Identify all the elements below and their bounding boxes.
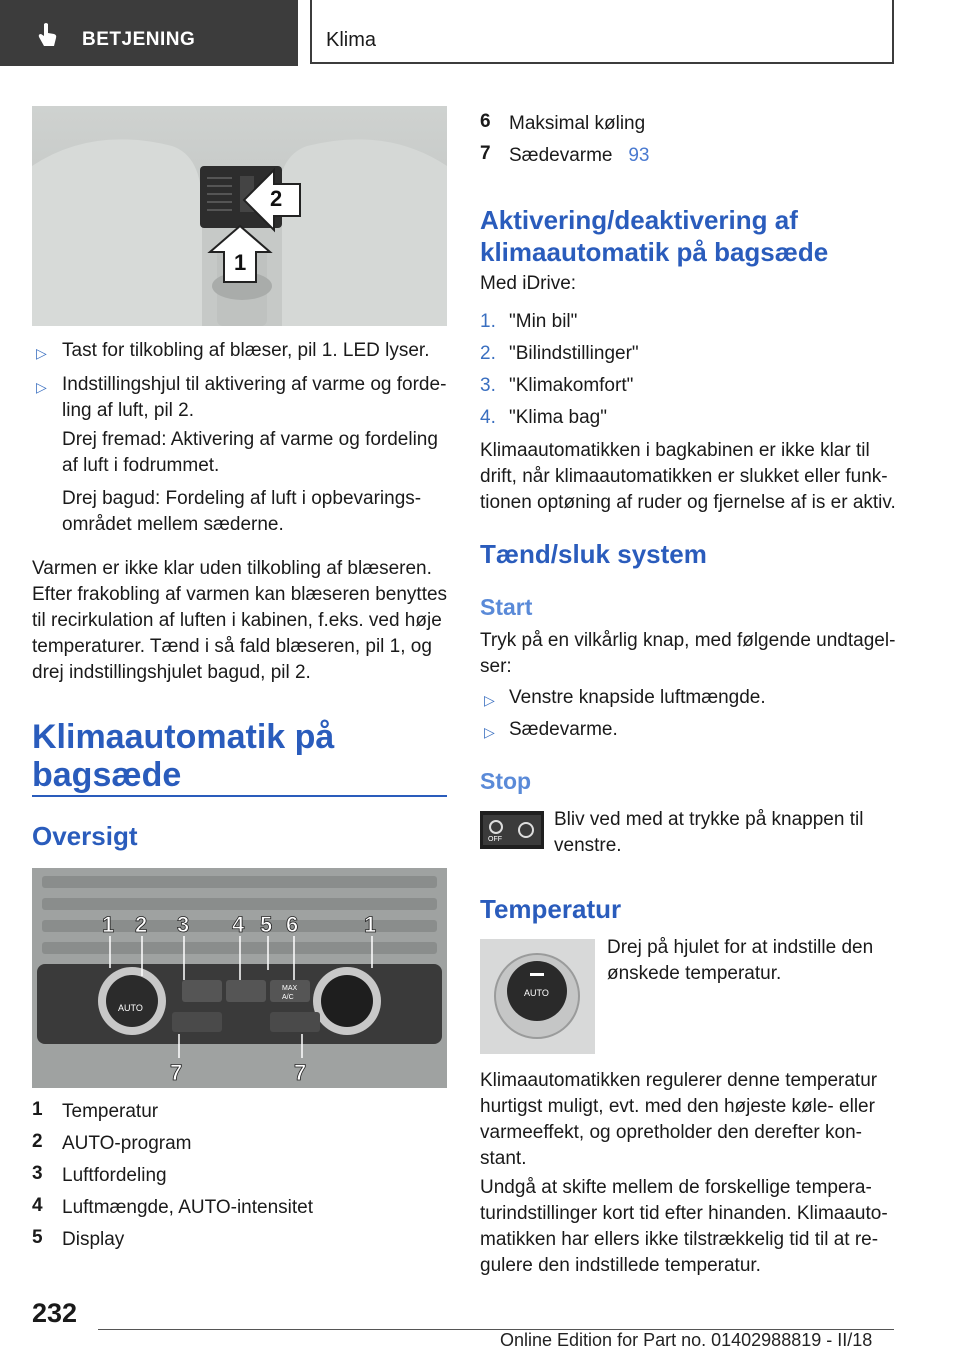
stop-paragraph: Bliv ved med at trykke på knappen til venstre. [554,809,864,856]
page-number: 232 [32,1298,78,1328]
bullet-item: Sædevarme. [509,719,618,740]
svg-text:A/C: A/C [282,994,294,1001]
svg-text:2: 2 [270,186,283,211]
activation-heading: Aktivering/deaktivering af klimaautomatik på bagsæde [480,205,829,267]
svg-text:7: 7 [294,1060,307,1085]
page-reference-link[interactable]: 93 [628,145,650,166]
chapter-label: Klima [326,29,377,51]
fan-off-button-icon [480,811,544,849]
svg-text:5: 5 [260,912,273,937]
svg-text:1: 1 [234,250,247,275]
svg-text:AUTO: AUTO [524,988,549,998]
section-label: BETJENING [82,29,196,50]
header-section-tab [0,0,298,66]
start-paragraph: Tryk på en vilkårlig knap, med følgende undtagel- ser: [480,630,896,677]
bullet-marker-icon: ▷ [36,379,47,395]
svg-text:OFF: OFF [488,836,502,843]
svg-text:4: 4 [232,912,245,937]
temperature-paragraph: Undgå at skifte mellem de forskellige tempera- turindstillinger kort tid efter hinanden. Klimaauto- matikken har ellers ikke tilstrækkelig tid til at re- gulere den indstillede temperatur. [480,1177,888,1276]
svg-text:1: 1 [102,912,115,937]
temperature-wheel-icon [480,939,595,1054]
temperature-heading: Temperatur [480,894,622,924]
system-heading: Tænd/sluk system [480,539,707,569]
body-paragraph: Varmen er ikke klar uden tilkobling af blæseren. Efter frakobling af varmen kan blæseren benyttes til recirkulation af luften i kabinen, f.eks. ved høje temperaturer. Tænd i så fald blæseren, pil 1, og drej indstillingshjulet bagud, pil 2. [32,558,448,683]
bullet-item: Tast for tilkobling af blæser, pil 1. LED lyser. [62,340,430,361]
svg-text:2: 2 [135,912,148,937]
right-temperature-wheel [313,967,381,1035]
hand-pointer-icon [36,22,60,48]
svg-text:3: 3 [177,912,190,937]
heading-divider [32,795,447,797]
svg-text:MAX: MAX [282,985,298,992]
rear-climate-panel-figure [32,868,447,1088]
left-temperature-wheel [98,967,166,1035]
bullet-item: Indstillingshjul til aktivering af varme og forde- ling af luft, pil 2. [62,374,447,421]
bullet-marker-icon: ▷ [484,692,495,708]
bullet-marker-icon: ▷ [484,724,495,740]
start-heading: Start [480,594,533,620]
header-chapter-tab [310,0,894,64]
svg-text:7: 7 [170,1060,183,1085]
bullet-item: Venstre knapside luftmængde. [509,687,766,708]
sub-paragraph: Drej bagud: Fordeling af luft i opbevarings- området mellem sæderne. [62,488,422,535]
temperature-intro: Drej på hjulet for at indstille den ønskede temperatur. [607,937,874,984]
subsection-heading: Oversigt [32,821,138,851]
stop-heading: Stop [480,768,532,794]
svg-text:1: 1 [364,912,377,937]
sub-paragraph: Drej fremad: Aktivering af varme og fordeling af luft i fodrummet. [62,429,438,476]
temperature-paragraph: Klimaautomatikken regulerer denne temperatur hurtigst muligt, evt. med den højeste køle- eller varmeeffekt, og opretholder den derefter kon- stant. [480,1070,878,1169]
bullet-marker-icon: ▷ [36,345,47,361]
svg-text:AUTO: AUTO [118,1003,143,1013]
section-heading: Klimaautomatik på bagsæde [32,718,335,794]
svg-text:6: 6 [286,912,299,937]
console-fan-button-figure [32,106,447,326]
idrive-intro: Med iDrive: [480,273,577,294]
footer-edition: Online Edition for Part no. 01402988819 - II/18 [500,1330,873,1350]
activation-paragraph: Klimaautomatikken i bagkabinen er ikke klar til drift, når klimaautomatikken er slukket eller funk- tionen optøning af ruder og fjernelse af is er aktiv. [480,440,896,513]
